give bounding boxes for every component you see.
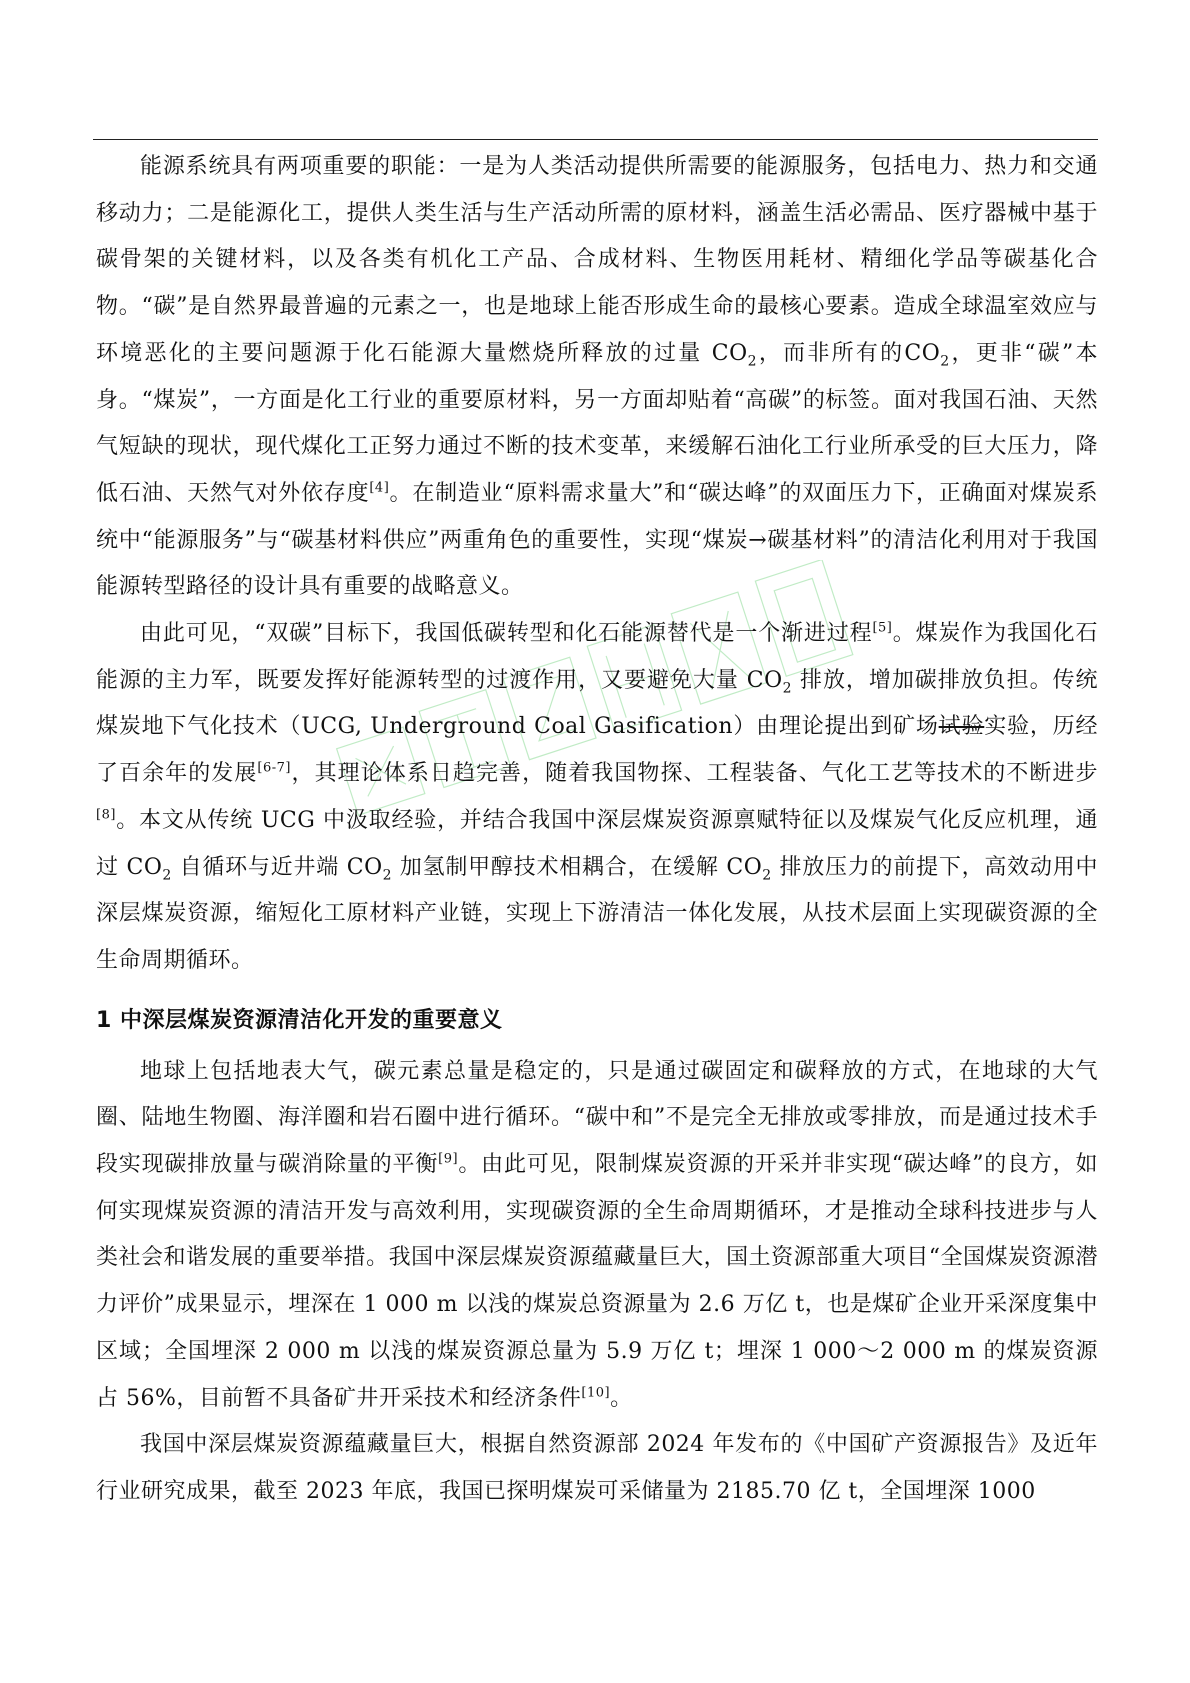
citation: [6-7] [257,760,291,776]
document-body [96,144,1098,1516]
paragraph-dual-carbon: 由此可见，“双碳”目标下，我国低碳转型和化石能源替代是一个渐进过程[5]。煤炭作为我国化石能源的主力军，既要发挥好能源转型的过渡作用，又要避免大量 $CO_2$ 排放，增加碳排放负担。传统煤炭地下气化技术（UCG, Underground Coal Gasification）由理论提出到矿场试验实验，历经了百余年的发展[6-7]，其理论体系日趋完善，随着我国物探、工程装备、气化工艺等技术的不断进步[8]。本文从传统 UCG 中汲取经验，并结合我国中深层煤炭资源禀赋特征以及煤炭气化反应机理，通过 $CO_2$ 自循环与近井端 $CO_2$ 加氢制甲醇技术相耦合，在缓解 $CO_2$ 排放压力的前提下，高效动用中深层煤炭资源，缩短化工原材料产业链，实现上下游清洁一体化发展，从技术层面上实现碳资源的全生命周期循环。 [96,620,1099,973]
section-heading: 1 中深层煤炭资源清洁化开发的重要意义 [96,1007,503,1033]
citation: [8] [96,807,116,823]
citation: [9] [438,1151,459,1167]
citation: [10] [581,1385,611,1401]
citation: [5] [872,620,893,636]
header-rule [93,139,1098,140]
paragraph-energy-system: 能源系统具有两项重要的职能：一是为人类活动提供所需要的能源服务，包括电力、热力和交通移动力；二是能源化工，提供人类生活与生产活动所需的原材料，涵盖生活必需品、医疗器械中基于碳骨架的关键材料，以及各类有机化工产品、合成材料、生物医用耗材、精细化学品等碳基化合物。“碳”是自然界最普遍的元素之一，也是地球上能否形成生命的最核心要素。造成全球温室效应与环境恶化的主要问题源于化石能源大量燃烧所释放的过量 $CO_2$，而非所有的$CO_2$，更非“碳”本身。“煤炭”，一方面是化工行业的重要原材料，另一方面却贴着“高碳”的标签。面对我国石油、天然气短缺的现状，现代煤化工正努力通过不断的技术变革，来缓解石油化工行业所承受的巨大压力，降低石油、天然气对外依存度[4]。在制造业“原料需求量大”和“碳达峰”的双面压力下，正确面对煤炭系统中“能源服务”与“碳基材料供应”两重角色的重要性，实现“煤炭→碳基材料”的清洁化利用对于我国能源转型路径的设计具有重要的战略意义。 [96,154,1099,600]
paragraph-coal-reserves: 我国中深层煤炭资源蕴藏量巨大，根据自然资源部 2024 年发布的《中国矿产资源报告》及近年行业研究成果，截至 2023 年底，我国已探明煤炭可采储量为 2185.70 亿 t，全国埋深 1000 [96,1432,1098,1504]
deleted-text: 试验 [938,714,985,740]
paragraph-carbon-cycle: 地球上包括地表大气，碳元素总量是稳定的，只是通过碳固定和碳释放的方式，在地球的大气圈、陆地生物圈、海洋圈和岩石圈中进行循环。“碳中和”不是完全无排放或零排放，而是通过技术手段实现碳排放量与碳消除量的平衡[9]。由此可见，限制煤炭资源的开采并非实现“碳达峰”的良方，如何实现煤炭资源的清洁开发与高效利用，实现碳资源的全生命周期循环，才是推动全球科技进步与人类社会和谐发展的重要举措。我国中深层煤炭资源蕴藏量巨大，国土资源部重大项目“全国煤炭资源潜力评价”成果显示，埋深在 1 000 m 以浅的煤炭总资源量为 2.6 万亿 t，也是煤矿企业开采深度集中区域；全国埋深 2 000 m 以浅的煤炭资源总量为 5.9 万亿 t；埋深 1 000～2 000 m 的煤炭资源占 56%，目前暂不具备矿井开采技术和经济条件[10]。 [96,1058,1098,1411]
citation: [4] [369,480,390,496]
